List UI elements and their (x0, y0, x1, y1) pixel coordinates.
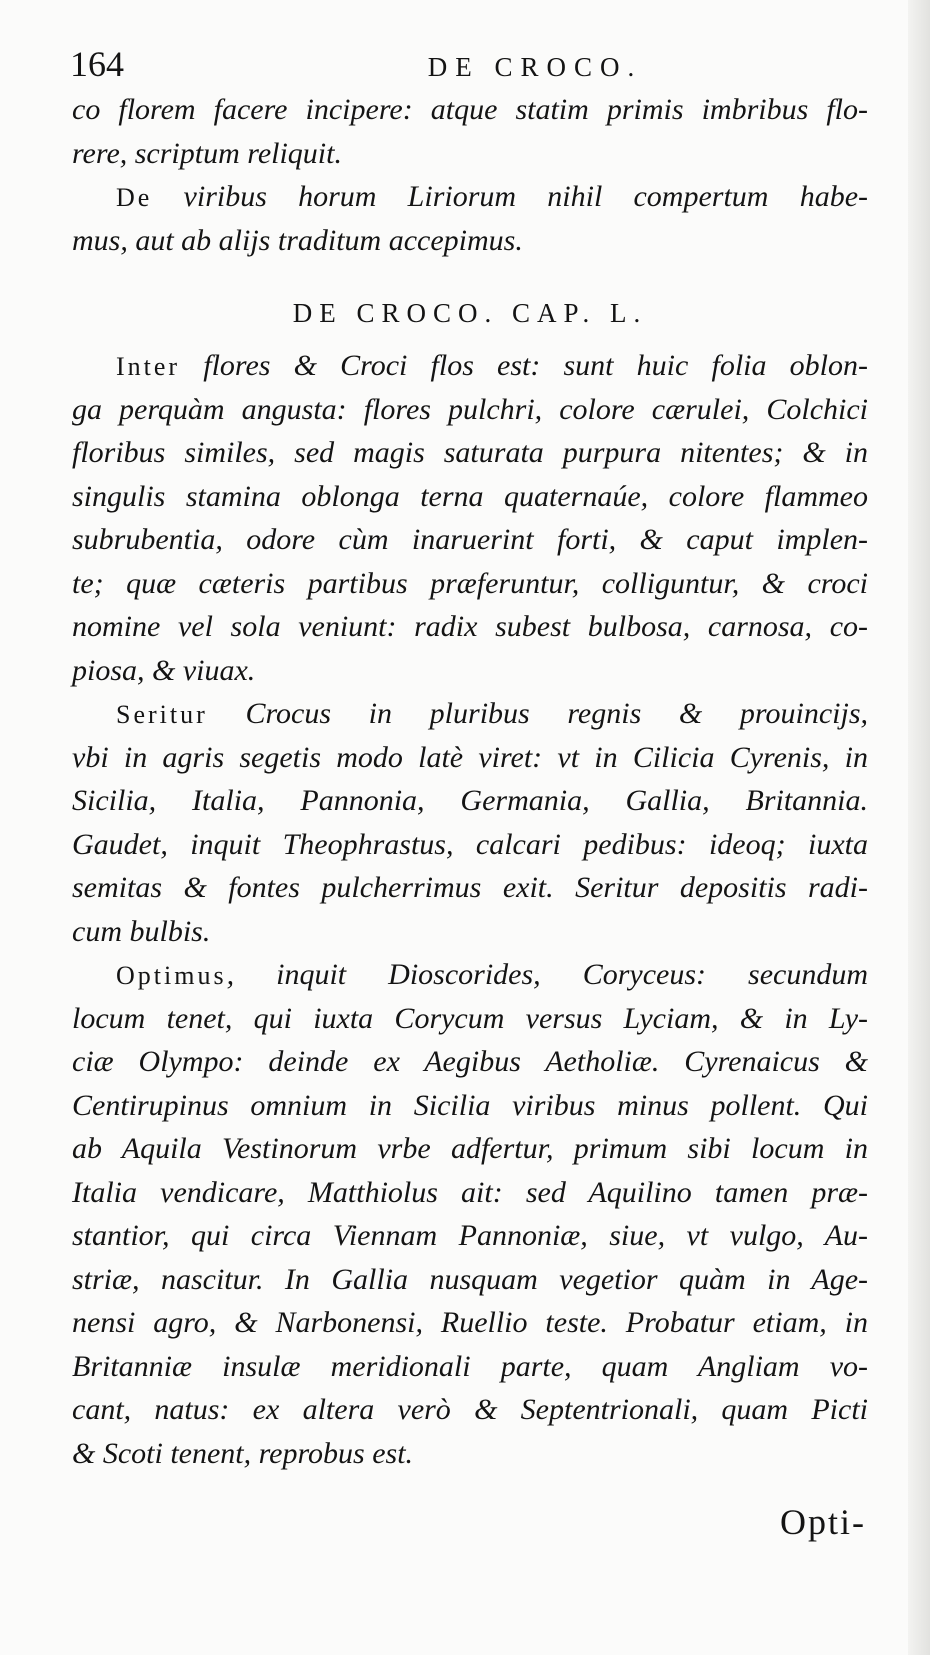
running-head: DE CROCO. (427, 52, 643, 82)
paragraph-initial: De (116, 183, 153, 212)
page-number: 164 (70, 44, 124, 84)
text-line: Centirupinus omnium in Sicilia viribus minus pollent. Qui (72, 1088, 868, 1122)
text-line: Britanniæ insulæ meridionali parte, quam Angliam vo- (72, 1349, 868, 1383)
text-line: piosa, & viuax. (72, 653, 256, 687)
text-line: te; quæ cæteris partibus præferuntur, colliguntur, & croci (72, 566, 868, 600)
catchword: Opti- (780, 1502, 866, 1542)
text-line: Sicilia, Italia, Pannonia, Germania, Gallia, Britannia. (72, 784, 868, 817)
continued-text (72, 88, 868, 262)
text-line: cant, natus: ex altera verò & Septentrionali, quam Picti (72, 1393, 868, 1426)
text-line: Italia vendicare, Matthiolus ait: sed Aquilino tamen præ- (72, 1175, 868, 1209)
text-line: striæ, nascitur. In Gallia nusquam vegetior quàm in Age- (72, 1262, 868, 1296)
text-line: semitas & fontes pulcherrimus exit. Seritur depositis radi- (72, 871, 868, 904)
text-line: ciæ Olympo: deinde ex Aegibus Aetholiæ. Cyrenaicus & (72, 1045, 868, 1078)
text-line: locum tenet, qui iuxta Corycum versus Lyciam, & in Ly- (72, 1001, 868, 1035)
text-line: & Scoti tenent, reprobus est. (72, 1436, 414, 1470)
text-line: singulis stamina oblonga terna quaternaúe, colore flammeo (72, 479, 868, 513)
text-line: nomine vel sola veniunt: radix subest bulbosa, carnosa, co- (72, 610, 868, 643)
paragraph-seritur-line-1 (72, 692, 868, 736)
text-line: , inquit Dioscorides, Coryceus: secundum (226, 958, 868, 991)
text-line: cum bulbis. (72, 914, 211, 948)
text-line: subrubentia, odore cùm inaruerint forti, & caput implen- (72, 523, 868, 556)
text-line: ga perquàm angusta: flores pulchri, colore cærulei, Colchici (72, 392, 868, 426)
page-header (70, 40, 870, 90)
text-line: stantior, qui circa Viennam Pannoniæ, siue, vt vulgo, Au- (72, 1219, 868, 1252)
text-line: viribus horum Liriorum nihil compertum habe- (152, 180, 868, 213)
text-line: co florem facere incipere: atque statim primis imbribus flo- (72, 93, 868, 126)
chapter-heading: DE CROCO. CAP. L. (292, 298, 648, 328)
text-line: nensi agro, & Narbonensi, Ruellio teste. Probatur etiam, in (72, 1306, 868, 1339)
text-line: Crocus in pluribus regnis & prouincijs, (207, 697, 868, 730)
text-line: mus, aut ab alijs traditum accepimus. (72, 223, 523, 257)
page-edge-shadow (908, 0, 930, 1655)
paragraph-initial: Seritur (116, 700, 208, 729)
text-line: floribus similes, sed magis saturata purpura nitentes; & in (72, 436, 868, 469)
text-line: ab Aquila Vestinorum vrbe adfertur, primum sibi locum in (72, 1132, 868, 1165)
paragraph-viribus-line-1 (72, 175, 868, 219)
text-line: rere, scriptum reliquit. (72, 136, 342, 170)
text-line: flores & Croci flos est: sunt huic folia oblon- (180, 349, 868, 382)
paragraph-inter-line-1 (72, 344, 868, 388)
text-line: vbi in agris segetis modo latè viret: vt in Cilicia Cyrenis, in (72, 740, 868, 774)
paragraph-initial: Optimus (116, 961, 227, 990)
text-line: Gaudet, inquit Theophrastus, calcari pedibus: ideoq; iuxta (72, 827, 868, 861)
paragraph-optimus-line-1 (72, 953, 868, 997)
chapter-body (72, 344, 868, 1475)
paragraph-initial: Inter (116, 352, 181, 381)
